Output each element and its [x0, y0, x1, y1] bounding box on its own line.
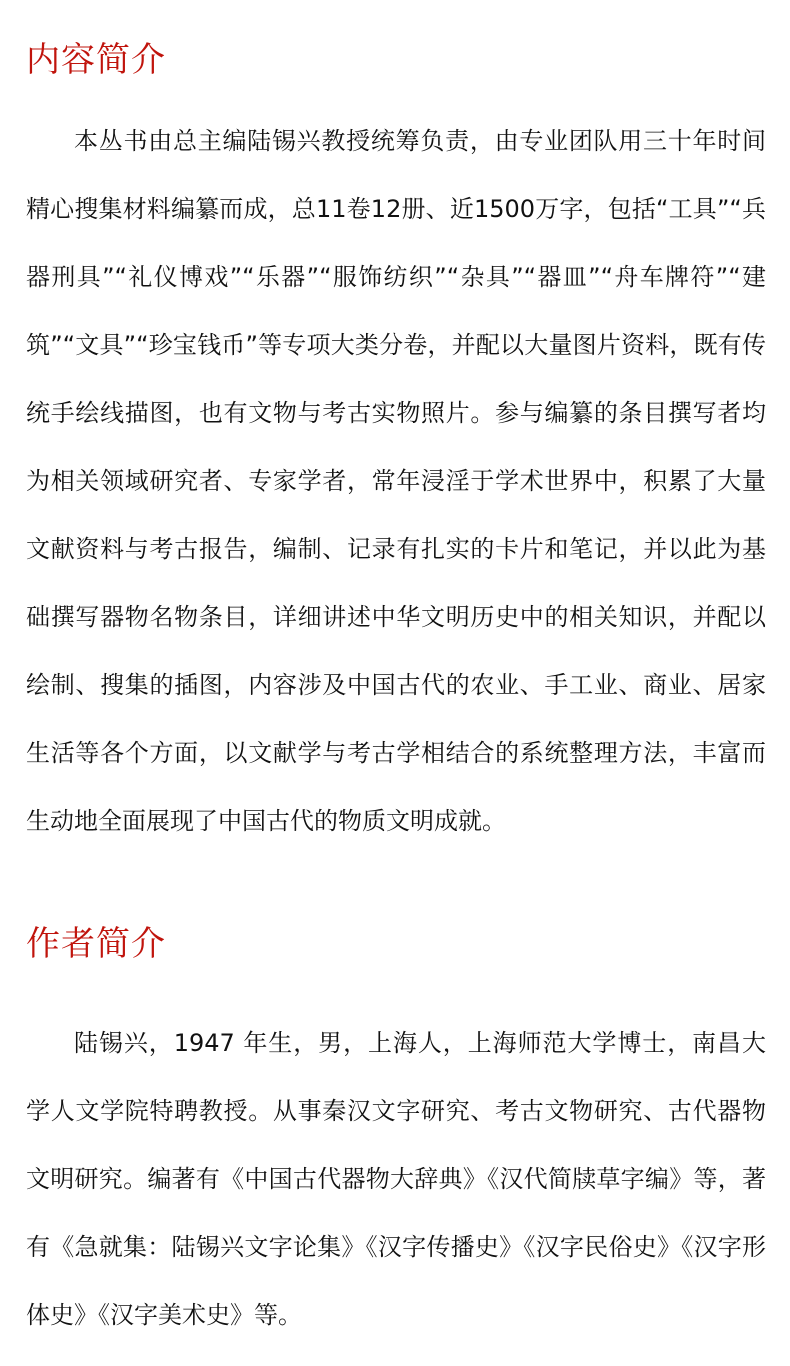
content-intro-body: 本丛书由总主编陆锡兴教授统筹负责，由专业团队用三十年时间精心搜集材料编纂而成，总11卷12册、近1500万字，包括“工具”“兵器刑具”“礼仪博戏”“乐器”“服饰纺织”“杂具”“器皿”“舟车牌符”“建筑”“文具”“珍宝钱币”等专项大类分卷，并配以大量图片资料，既有传统手绘线描图，也有文物与考古实物照片。参与编纂的条目撰写者均为相关领域研究者、专家学者，常年浸淫于学术世界中，积累了大量文献资料与考古报告，编制、记录有扎实的卡片和笔记，并以此为基础撰写器物名物条目，详细讲述中华文明历史中的相关知识，并配以绘制、搜集的插图，内容涉及中国古代的农业、手工业、商业、居家生活等各个方面，以文献学与考古学相结合的系统整理方法，丰富而生动地全面展现了中国古代的物质文明成就。 [26, 127, 766, 835]
author-intro-section [26, 922, 766, 1349]
content-intro-title: 内容简介 [26, 40, 166, 80]
content-intro-section [26, 38, 766, 855]
author-intro-body: 陆锡兴，1947 年生，男，上海人，上海师范大学博士，南昌大学人文学院特聘教授。从事秦汉文字研究、考古文物研究、古代器物文明研究。编著有《中国古代器物大辞典》《汉代简牍草字编》等，著有《急就集：陆锡兴文字论集》《汉字传播史》《汉字民俗史》《汉字形体史》《汉字美术史》等。 [26, 1029, 766, 1329]
author-intro-title: 作者简介 [26, 924, 166, 964]
